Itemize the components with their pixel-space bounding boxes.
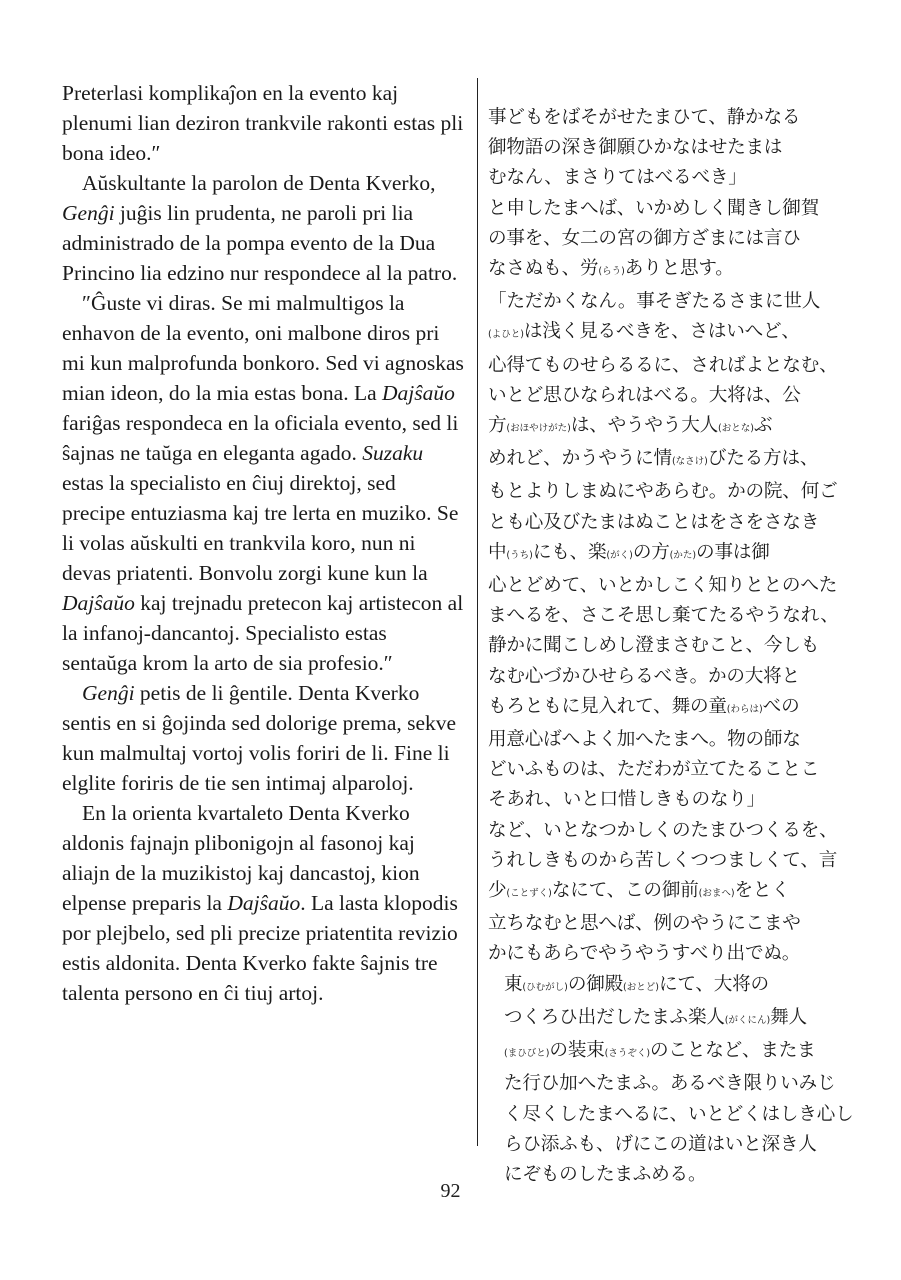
paragraph: [488, 816, 850, 970]
text-line: (まひびと)の装束(さうぞく)のことなど、またま: [504, 1040, 816, 1062]
italic-name: Suzaku: [362, 441, 424, 465]
furigana-gloss: (ことずく): [506, 888, 552, 900]
text-line: もとよりしまぬにやあらむ。かの院、何ご: [488, 481, 838, 503]
text-line: た行ひ加へたまふ。あるべき限りいみじ: [504, 1073, 836, 1095]
text-line: つくろひ出だしたまふ楽人(がくにん)舞人: [504, 1006, 807, 1028]
text-line: く尽くしたまへるに、いとどくはしき心し: [504, 1103, 854, 1125]
text-span: ″Ĝuste vi diras. Se mi malmultigos la enhavon de la evento, oni malbone diros pri mi kun malprofunda bonkoro. Sed vi agnoskas mian ideon, do la mia estas bona. La: [62, 291, 464, 405]
italic-name: Dajŝaŭo: [382, 381, 455, 405]
furigana-gloss: (なさけ): [671, 456, 708, 468]
furigana-gloss: (がくにん): [724, 1014, 771, 1026]
furigana-gloss: (うち): [506, 549, 533, 561]
text-line: にぞものしたまふめる。: [504, 1163, 707, 1185]
text-span: En la orienta kvartaleto Denta Kverko aldonis fajnajn plibonigojn al fasonoj kaj aliajn de la muzikistoj kaj dancastoj, kion elpense preparis la: [62, 801, 420, 915]
text-span: estas la specialisto en ĉiuj direktoj, sed precipe entuziasma kaj tre lerta en muziko. Se li volas aŭskulti en trankvila koro, nun ni devas priatenti. Bonvolu zorgi kune kun la: [62, 471, 459, 585]
text-line: 中(うち)にも、楽(がく)の方(かた)の事は御: [488, 541, 770, 563]
furigana-gloss: (おとど): [623, 981, 659, 993]
text-line: 御物語の深き御願ひかなはせたまは: [488, 137, 783, 159]
furigana-gloss: (おまへ): [698, 888, 735, 900]
text-line: 用意心ばへよく加へたまへ。物の師な: [488, 729, 801, 751]
furigana-gloss: (おほやけがた): [506, 423, 571, 435]
text-span: kaj trejnadu pretecon kaj artistecon al la infanoj-dancantoj. Specialisto estas sentaŭga krom la arto de sia profesio.″: [62, 591, 464, 675]
furigana-gloss: (ひむがし): [522, 981, 568, 993]
page-number: 92: [440, 1180, 461, 1202]
paragraph: [488, 103, 850, 194]
text-line: 東(ひむがし)の御殿(おとど)にて、大将の: [504, 973, 769, 995]
text-line: とも心及びたまはぬことはをさをさなき: [488, 511, 820, 533]
paragraph: [488, 194, 850, 288]
text-line: 立ちなむと思へば、例のやうにこまや: [488, 913, 801, 935]
text-line: など、いとなつかしくのたまひつくるを、: [488, 819, 838, 841]
text-span: Aŭskultante la parolon de Denta Kverko,: [82, 171, 436, 195]
text-line: むなん、まさりてはべるべき」: [488, 167, 747, 189]
italic-name: Dajŝaŭo: [227, 891, 301, 915]
text-line: めれど、かうやうに情(なさけ)びたる方は、: [488, 448, 819, 470]
text-line: 心得てものせらるるに、さればよとなむ、: [488, 354, 838, 376]
text-span: . La lasta klopodis por plejbelo, sed pli precize priatentita revizio estis aldonita. Denta Kverko fakte ŝajnis tre talenta persono en ĉi tiuj artoj.: [62, 891, 458, 1005]
text-line: (よひと)は浅く見るべきを、さはいへど、: [488, 321, 800, 343]
paragraph: [62, 168, 464, 288]
esperanto-column: [62, 78, 464, 1008]
paragraph: [62, 288, 464, 678]
text-line: まへるを、さこそ思し棄てたるやうなれ、: [488, 605, 839, 627]
text-line: いとど思ひなられはべる。大将は、公: [488, 384, 801, 406]
paragraph: [62, 798, 464, 1008]
text-span: fariĝas respondeca en la oficiala evento, sed li ŝajnas ne taŭga en eleganta agado.: [62, 411, 459, 465]
text-line: なむ心づかひせらるべき。かの大将と: [488, 665, 800, 687]
paragraph: [488, 970, 854, 1190]
italic-name: Genĝi: [82, 681, 135, 705]
text-line: 心とどめて、いとかしこく知りととのへた: [488, 575, 838, 597]
text-line: と申したまへば、いかめしく聞きし御賀: [488, 197, 820, 219]
paragraph: [62, 678, 464, 798]
text-line: 静かに聞こしめし澄まさむこと、今しも: [488, 635, 820, 657]
text-span: Preterlasi komplikaĵon en la evento kaj plenumi lian deziron trankvile rakonti estas pli bona ideo.″: [62, 81, 464, 165]
italic-name: Genĝi: [62, 201, 115, 225]
column-divider: [477, 78, 478, 1146]
japanese-column: [488, 103, 854, 1190]
furigana-gloss: (かた): [669, 549, 697, 561]
text-line: らひ添ふも、げにこの道はいと深き人: [504, 1133, 817, 1155]
text-span: petis de li ĝentile. Denta Kverko sentis en si ĝojinda sed dolorige prema, sekve kun malmultaj vortoj volis foriri de li. Fine li elglite foriris de tie sen intimaj alparoloj.: [62, 681, 457, 795]
paragraph: [62, 78, 464, 168]
text-line: 「ただかくなん。事そぎたるさまに世人: [488, 291, 821, 313]
furigana-gloss: (がく): [606, 549, 633, 561]
furigana-gloss: (らう): [598, 266, 625, 278]
text-line: の事を、女二の宮の御方ざまには言ひ: [488, 227, 801, 249]
text-line: 方(おほやけがた)は、やうやう大人(おとな)ぶ: [488, 415, 773, 437]
text-line: 少(ことずく)なにて、この御前(おまへ)をとく: [488, 880, 790, 902]
furigana-gloss: (まひびと): [504, 1048, 550, 1060]
italic-name: Dajŝaŭo: [62, 591, 135, 615]
text-span: juĝis lin prudenta, ne paroli pri lia administrado de la pompa evento de la Dua Princino lia edzino nur respondece al la patro.: [62, 201, 458, 285]
text-line: なさぬも、労(らう)ありと思す。: [488, 258, 734, 280]
furigana-gloss: (おとな): [717, 423, 754, 435]
furigana-gloss: (よひと): [488, 329, 524, 341]
text-line: もろともに見入れて、舞の童(わらは)べの: [488, 695, 800, 717]
furigana-gloss: (わらは): [726, 703, 763, 715]
text-line: どいふものは、ただわが立てたることこ: [488, 759, 820, 781]
text-line: 事どもをばそがせたまひて、静かなる: [488, 107, 801, 128]
paragraph: [488, 287, 850, 815]
text-line: うれしきものから苦しくつつましくて、言: [488, 849, 838, 871]
text-line: そあれ、いと口惜しきものなり」: [488, 789, 766, 811]
furigana-gloss: (さうぞく): [604, 1048, 651, 1060]
text-line: かにもあらでやうやうすべり出でぬ。: [488, 943, 801, 965]
